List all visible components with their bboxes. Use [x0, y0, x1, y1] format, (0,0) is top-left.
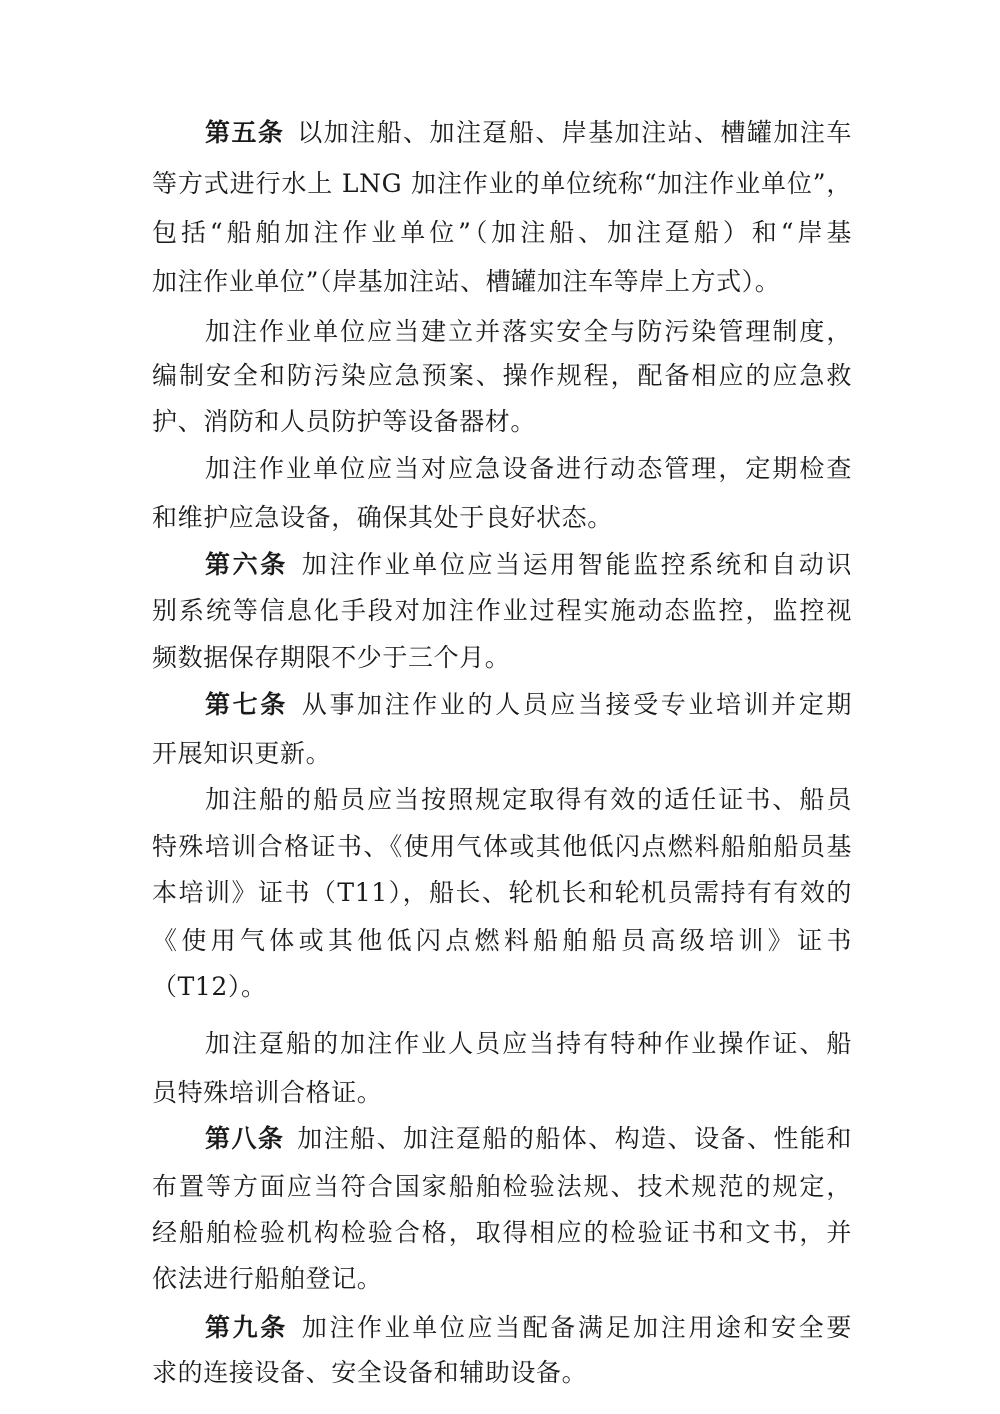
line-text: 员特殊培训合格证。 [152, 1078, 383, 1107]
line-text: 加注作业单位应当配备满足加注用途和安全要 [299, 1313, 852, 1342]
line-text: 和维护应急设备，确保其处于良好状态。 [152, 503, 613, 532]
line-text: 加注船的船员应当按照规定取得有效的适任证书、船员 [205, 785, 852, 814]
line-text: 加注作业单位应当建立并落实安全与防污染管理制度， [205, 317, 852, 346]
text-line [152, 1353, 852, 1393]
line-text: 加注趸船的加注作业人员应当持有特种作业操作证、船 [205, 1029, 852, 1058]
text-line [152, 638, 852, 678]
text-line [205, 1308, 852, 1348]
text-line [152, 1259, 852, 1299]
text-line [152, 827, 852, 867]
line-text: 别系统等信息化手段对加注作业过程实施动态监控，监控视 [152, 596, 852, 625]
line-text: 等方式进行水上 LNG 加注作业的单位统称“加注作业单位”， [152, 169, 852, 198]
line-text: 以加注船、加注趸船、岸基加注站、槽罐加注车 [296, 118, 852, 147]
line-text: 频数据保存期限不少于三个月。 [152, 643, 511, 672]
text-line [152, 498, 852, 538]
text-line [152, 873, 852, 913]
line-text: 护、消防和人员防护等设备器材。 [152, 407, 537, 436]
article-heading: 第五条 [205, 118, 285, 147]
line-text: （T12）。 [152, 972, 267, 1001]
text-line [205, 685, 852, 725]
line-text: 特殊培训合格证书、《使用气体或其他低闪点燃料船舶船员基 [152, 832, 852, 861]
text-line [205, 113, 852, 153]
text-line [205, 1119, 852, 1159]
text-line [152, 1213, 852, 1253]
line-text: 《使用气体或其他低闪点燃料船舶船员高级培训》证书 [152, 926, 852, 955]
line-text: 加注作业单位应当运用智能监控系统和自动识 [299, 550, 852, 579]
line-text: 加注作业单位应当对应急设备进行动态管理，定期检查 [205, 454, 852, 483]
line-text: 加注作业单位”（岸基加注站、槽罐加注车等岸上方式）。 [152, 267, 781, 296]
text-line [152, 164, 852, 204]
text-line [152, 921, 852, 961]
article-heading: 第八条 [205, 1124, 285, 1153]
line-text: 加注船、加注趸船的船体、构造、设备、性能和 [296, 1124, 852, 1153]
article-heading: 第六条 [205, 550, 288, 579]
line-text: 编制安全和防污染应急预案、操作规程，配备相应的应急救 [152, 361, 852, 390]
text-line [205, 780, 852, 820]
text-line [152, 402, 852, 442]
line-text: 本培训》证书（T11），船长、轮机长和轮机员需持有有效的 [152, 878, 852, 907]
line-text: 包括“船舶加注作业单位”（加注船、加注趸船）和“岸基 [152, 218, 852, 247]
line-text: 从事加注作业的人员应当接受专业培训并定期 [299, 690, 852, 719]
text-line [205, 312, 852, 352]
article-heading: 第九条 [205, 1313, 288, 1342]
line-text: 开展知识更新。 [152, 739, 332, 768]
text-line [152, 356, 852, 396]
line-text: 依法进行船舶登记。 [152, 1264, 383, 1293]
line-text: 求的连接设备、安全设备和辅助设备。 [152, 1358, 588, 1387]
line-text: 经船舶检验机构检验合格，取得相应的检验证书和文书，并 [152, 1218, 852, 1247]
text-line [152, 734, 852, 774]
text-line [152, 1167, 852, 1207]
text-line [205, 449, 852, 489]
text-line [152, 967, 852, 1007]
text-line [152, 591, 852, 631]
text-line [205, 1024, 852, 1064]
article-heading: 第七条 [205, 690, 288, 719]
text-line [205, 545, 852, 585]
line-text: 布置等方面应当符合国家船舶检验法规、技术规范的规定， [152, 1172, 852, 1201]
text-line [152, 213, 852, 253]
text-line [152, 1073, 852, 1113]
text-line [152, 262, 852, 302]
